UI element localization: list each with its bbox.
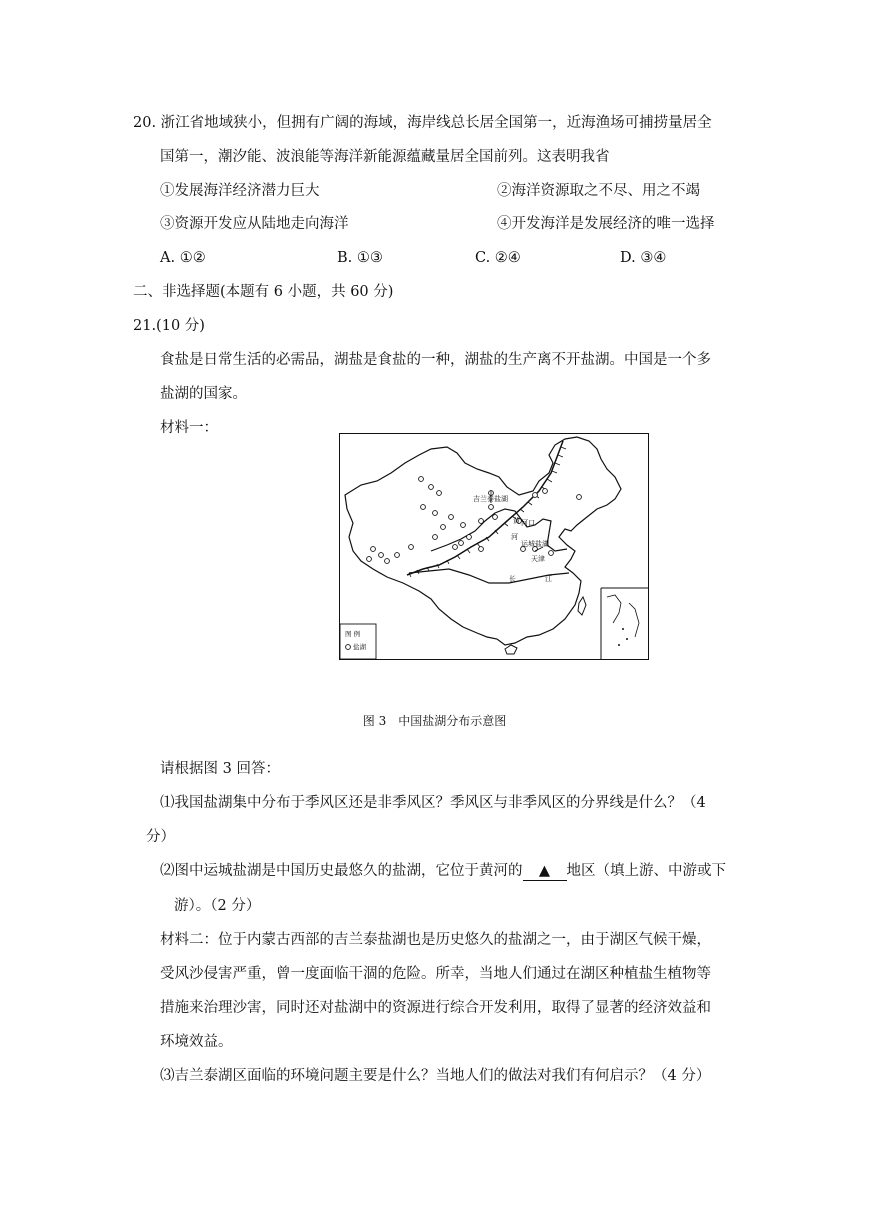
legend-salt-lake-icon <box>346 645 351 650</box>
salt-lake-marker <box>385 559 390 564</box>
salt-lake-marker <box>453 545 458 550</box>
q21-heading: 21.(10 分) <box>133 318 205 334</box>
salt-lake-marker <box>467 535 472 540</box>
q20-option-3: ③资源开发应从陆地走向海洋 <box>160 216 349 232</box>
q21-sub2-line1 <box>160 861 726 881</box>
q21-sub1-line2: 分） <box>146 829 175 845</box>
q21-sub3: ⑶吉兰泰湖区面临的环境问题主要是什么？当地人们的做法对我们有何启示？（4 分） <box>160 1068 711 1084</box>
label-jilantai: 吉兰泰盐湖 <box>473 495 508 503</box>
label-jiang: 江 <box>545 575 552 583</box>
salt-lake-marker <box>489 505 494 510</box>
label-tianjin: 天津 <box>531 555 545 563</box>
q20-stem-line1: 20. 浙江省地域狭小，但拥有广阔的海域，海岸线总长居全国第一，近海渔场可捕捞量居全 <box>133 115 712 131</box>
salt-lake-marker <box>533 493 538 498</box>
legend-item: 盐湖 <box>353 643 366 651</box>
material-two-line1: 材料二：位于内蒙古西部的吉兰泰盐湖也是历史悠久的盐湖之一，由于湖区气候干燥， <box>160 932 711 948</box>
salt-lake-marker <box>433 511 438 516</box>
salt-lake-marker <box>577 495 582 500</box>
q20-stem-line2: 国第一，潮汐能、波浪能等海洋新能源蕴藏量居全国前列。这表明我省 <box>160 149 610 165</box>
section-heading: 二、非选择题(本题有 6 小题，共 60 分) <box>133 284 394 300</box>
salt-lake-marker <box>459 541 464 546</box>
salt-lake-marker <box>437 491 442 496</box>
material-two-line3: 措施来治理沙害，同时还对盐湖中的资源进行综合开发利用，取得了显著的经济效益和 <box>160 1000 711 1016</box>
salt-lake-marker <box>421 505 426 510</box>
q21-sub1-line1: ⑴我国盐湖集中分布于季风区还是非季风区？季风区与非季风区的分界线是什么？（4 <box>160 795 706 811</box>
q20-choice-c: C. ②④ <box>475 250 521 266</box>
label-yuncheng: 运城盐湖 <box>521 540 549 548</box>
salt-lake-marker <box>371 547 376 552</box>
answer-blank: ▲ <box>523 863 567 881</box>
q20-choice-d: D. ③④ <box>620 250 667 266</box>
salt-lake-marker <box>433 535 438 540</box>
q21-sub2-line2: 游）。（2 分） <box>174 898 261 914</box>
salt-lake-marker <box>395 553 400 558</box>
q21-intro-line2: 盐湖的国家。 <box>160 386 247 402</box>
q20-option-4: ④开发海洋是发展经济的唯一选择 <box>497 216 715 232</box>
figure-caption: 图 3 中国盐湖分布示意图 <box>362 714 507 728</box>
legend-title: 图 例 <box>345 630 361 638</box>
salt-lake-marker <box>449 515 454 520</box>
q21-sub2-text-before: ⑵图中运城盐湖是中国历史最悠久的盐湖，它位于黄河的 <box>160 863 523 879</box>
q21-prompt: 请根据图 3 回答： <box>160 761 280 777</box>
map-frame <box>340 434 649 660</box>
label-chang: 长 <box>509 575 516 583</box>
map-legend <box>340 624 376 659</box>
q21-sub2-text-after: 地区（填上游、中游或下 <box>566 863 726 879</box>
material-one-label: 材料一： <box>160 420 218 436</box>
label-hekou: 河口 <box>521 519 535 527</box>
q21-intro-line1: 食盐是日常生活的必需品，湖盐是食盐的一种，湖盐的生产离不开盐湖。中国是一个多 <box>160 352 711 368</box>
q20-option-1: ①发展海洋经济潜力巨大 <box>160 183 320 199</box>
salt-lake-marker <box>479 547 484 552</box>
material-two-line4: 环境效益。 <box>160 1034 233 1050</box>
q20-choice-a: A. ①② <box>160 250 206 266</box>
salt-lake-marker <box>379 553 384 558</box>
label-huang: 黄 <box>513 517 520 525</box>
salt-lake-marker <box>549 551 554 556</box>
salt-lake-marker <box>441 525 446 530</box>
salt-lake-marker <box>409 545 414 550</box>
salt-lake-marker <box>419 477 424 482</box>
salt-lake-marker <box>367 557 372 562</box>
salt-lake-marker <box>543 489 548 494</box>
material-two-line2: 受风沙侵害严重，曾一度面临干涸的危险。所幸，当地人们通过在湖区种植盐生植物等 <box>160 966 711 982</box>
salt-lake-marker <box>461 523 466 528</box>
salt-lake-marker <box>479 519 484 524</box>
salt-lake-marker <box>493 515 498 520</box>
label-he: 河 <box>511 533 518 541</box>
q20-option-2: ②海洋资源取之不尽、用之不竭 <box>497 183 700 199</box>
salt-lake-marker <box>429 485 434 490</box>
q20-choice-b: B. ①③ <box>337 250 383 266</box>
china-salt-lake-map <box>339 433 649 660</box>
